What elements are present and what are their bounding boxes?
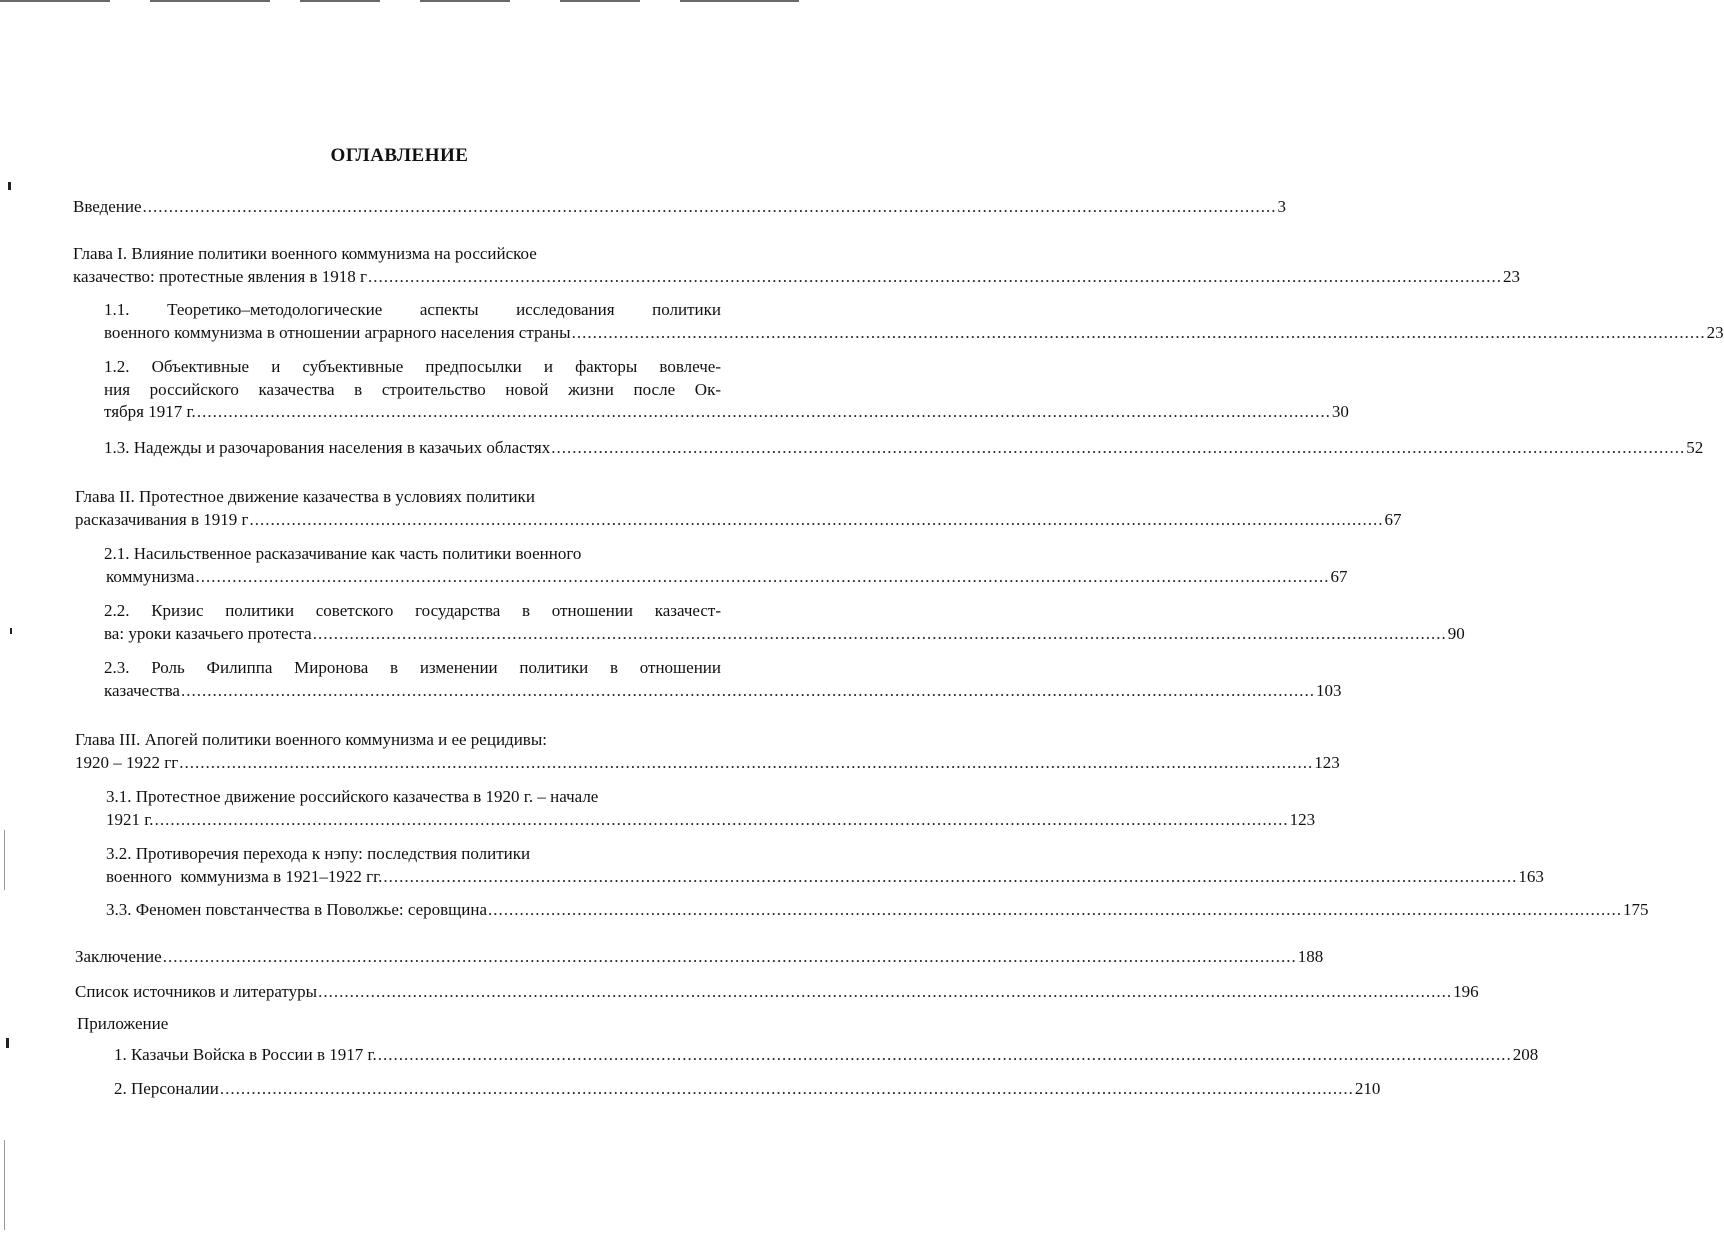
page-number: 23 [1706,322,1724,342]
toc-entry-text: 2.1. Насильственное расказачивание как часть политики военного [104,544,582,563]
toc-entry-text: 1921 г. [106,809,154,829]
scan-edge-mark [4,830,5,890]
leader-dots [249,510,1383,529]
toc-entry-chapter-1[interactable] [73,243,1520,288]
leader-dots [181,681,1315,700]
toc-entry-text: Глава II. Протестное движение казачества в условиях политики [75,487,535,506]
toc-appendix-heading [77,1013,377,1036]
leader-dots [368,267,1502,286]
toc-entry-text: 2.2. Кризис политики советского государства в отношении казачест- [104,601,721,620]
page-number: 67 [1384,509,1402,529]
leader-dots [220,1079,1354,1098]
toc-entry-text: 1.1. Теоретико–методологические аспекты исследования политики [104,300,721,319]
leader-dots [488,900,1622,919]
toc-entry-text: Глава I. Влияние политики военного коммунизма на российское [73,244,537,263]
toc-entry-text: 2.3. Роль Филиппа Миронова в изменении политики в отношении [104,658,721,677]
toc-entry-text: ва: уроки казачьего протеста [104,623,312,643]
page-number: 52 [1686,438,1704,457]
toc-entry-chapter-3[interactable] [75,729,1340,774]
toc-entry-text: казачество: протестные явления в 1918 г [73,266,367,286]
page-number: 196 [1453,982,1479,1001]
leader-dots [163,947,1297,966]
scan-speck [10,628,12,634]
toc-entry-section-3-2[interactable] [106,843,1544,888]
toc-entry-section-1-1[interactable] [104,299,1724,344]
toc-entry-text: Приложение [77,1014,169,1033]
page-title: ОГЛАВЛЕНИЕ [330,145,469,166]
toc-entry-text: 3.2. Противоречия перехода к нэпу: последствия политики [106,844,531,863]
leader-dots [318,982,1452,1001]
toc-entry-text: 3.3. Феномен повстанчества в Поволжье: серовщина [106,900,487,919]
toc-entry-text: военного коммунизма в 1921–1922 гг. [106,866,383,886]
leader-dots [179,753,1313,772]
toc-entry-text: Глава III. Апогей политики военного коммунизма и ее рецидивы: [75,730,547,749]
toc-entry-text: тября 1917 г. [104,402,196,421]
toc-entry-text: 1.3. Надежды и разочарования населения в казачьих областях [104,438,551,457]
toc-entry-sources[interactable] [75,981,1479,1004]
toc-entry-text: 1920 – 1922 гг [75,752,179,772]
leader-dots [383,867,1517,886]
leader-dots [551,438,1685,457]
toc-entry-section-2-2[interactable] [104,600,1465,645]
toc-entry-intro[interactable] [73,196,1287,219]
leader-dots [155,810,1289,829]
toc-entry-section-1-2[interactable] [104,356,1349,424]
toc-entry-chapter-2[interactable] [75,486,1402,531]
page-number: 90 [1447,623,1465,643]
toc-entry-section-3-1[interactable] [106,786,1316,831]
toc-entry-appendix-2[interactable] [114,1078,1381,1101]
toc-entry-text: военного коммунизма в отношении аграрного населения страны [104,322,571,342]
toc-entry-text: Список источников и литературы [75,982,318,1001]
leader-dots [195,567,1329,586]
toc-entry-text: коммунизма [106,566,195,586]
toc-entry-text: Введение [73,197,142,216]
page-number: 210 [1354,1079,1381,1098]
toc-entry-text: 2. Персоналии [114,1079,219,1098]
page-number: 175 [1623,900,1649,919]
leader-dots [572,323,1706,342]
toc-entry-section-3-3[interactable] [106,899,1649,922]
page-number: 67 [1330,566,1348,586]
scan-speck [6,1038,9,1048]
leader-dots [143,197,1277,216]
page-number: 30 [1331,402,1349,421]
leader-dots [197,402,1331,421]
toc-entry-text: казачества [104,680,180,700]
toc-entry-text: ния российского казачества в строительство новой жизни после Ок- [104,379,721,399]
toc-entry-section-1-3[interactable] [104,437,1704,460]
toc-entry-text: расказачивания в 1919 г [75,509,249,529]
leader-dots [378,1045,1512,1064]
page-number: 163 [1518,866,1544,886]
toc-entry-text: 3.1. Протестное движение российского казачества в 1920 г. – начале [106,787,599,806]
scan-speck [8,182,11,190]
page-number: 23 [1502,266,1520,286]
leader-dots [313,624,1447,643]
toc-entry-text: Заключение [75,947,162,966]
scan-border [0,0,799,4]
page-number: 3 [1277,197,1287,216]
toc-entry-text: 1. Казачьи Войска в России в 1917 г. [114,1045,377,1064]
page-number: 123 [1289,809,1316,829]
page-number: 188 [1297,947,1324,966]
page-number: 103 [1315,680,1342,700]
scan-edge-mark [4,1140,5,1230]
toc-entry-conclusion[interactable] [75,946,1324,969]
toc-entry-appendix-1[interactable] [114,1044,1539,1067]
page-number: 208 [1512,1045,1539,1064]
page-number: 123 [1314,752,1340,772]
toc-entry-section-2-3[interactable] [104,657,1342,702]
toc-entry-text: 1.2. Объективные и субъективные предпосылки и факторы вовлече- [104,357,721,376]
toc-entry-section-2-1[interactable] [104,543,1348,588]
